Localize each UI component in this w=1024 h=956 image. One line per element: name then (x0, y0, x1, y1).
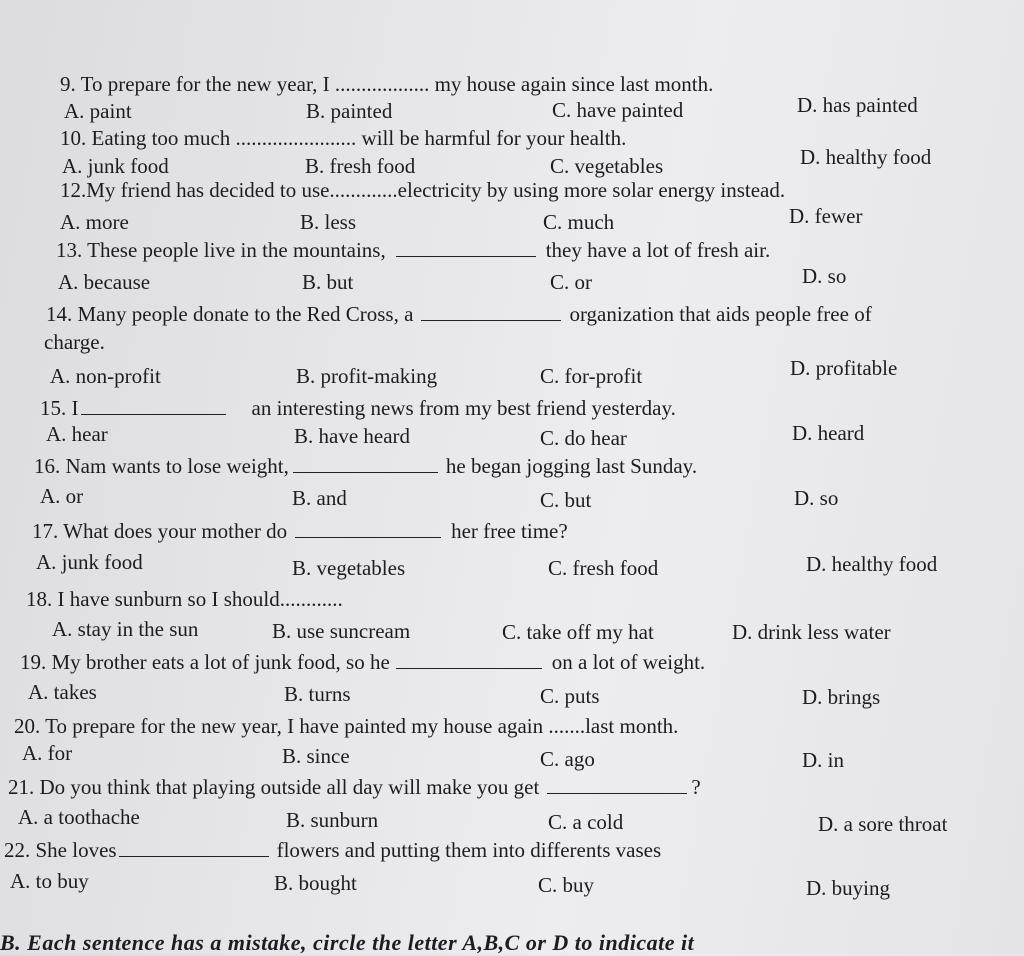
question-10-option-c: C. vegetables (550, 154, 664, 178)
question-22-blank (119, 856, 269, 857)
question-20-option-a: A. for (22, 741, 73, 765)
question-19-option-d: D. brings (802, 685, 881, 709)
question-18-option-c: C. take off my hat (502, 620, 654, 644)
question-22-stem-part2: flowers and putting them into differents vases (276, 838, 662, 862)
question-22-option-c: C. buy (538, 873, 595, 897)
question-15-blank (81, 414, 226, 415)
question-12-option-c: C. much (543, 210, 615, 234)
question-16-option-c: C. but (540, 488, 592, 512)
question-9-option-c: C. have painted (552, 98, 684, 122)
question-21-option-d: D. a sore throat (818, 812, 948, 836)
question-15-option-a: A. hear (46, 422, 108, 446)
question-17-blank (295, 537, 441, 538)
question-16-option-b: B. and (292, 486, 347, 510)
question-13-stem-part2: they have a lot of fresh air. (545, 238, 771, 262)
question-13-option-b: B. but (302, 270, 354, 294)
question-16-stem (34, 454, 697, 478)
question-22-option-d: D. buying (806, 876, 890, 900)
question-18-option-d: D. drink less water (732, 620, 891, 644)
question-14-stem-continued: charge. (44, 330, 105, 354)
question-17-stem-part1: 17. What does your mother do (32, 519, 288, 543)
question-16-stem-part2: he began jogging last Sunday. (445, 454, 698, 478)
question-17-option-b: B. vegetables (292, 556, 406, 580)
question-10-option-d: D. healthy food (800, 145, 932, 169)
question-14-option-a: A. non-profit (50, 364, 161, 388)
question-18-option-a: A. stay in the sun (52, 617, 199, 641)
question-9-option-b: B. painted (306, 99, 393, 123)
question-17-stem-part2: her free time? (451, 519, 568, 543)
question-15-option-b: B. have heard (294, 424, 411, 448)
question-16-blank (293, 472, 438, 473)
question-13-blank (396, 256, 536, 257)
question-14-option-b: B. profit-making (296, 364, 438, 388)
question-20-option-b: B. since (282, 744, 350, 768)
question-10-option-a: A. junk food (62, 154, 169, 178)
question-13-stem (56, 238, 770, 262)
question-18-option-b: B. use suncream (272, 619, 411, 643)
question-10-stem: 10. Eating too much ....................... will be harmful for your health. (60, 126, 627, 150)
question-19-option-c: C. puts (540, 684, 600, 708)
question-22-stem (4, 838, 661, 862)
question-18-stem: 18. I have sunburn so I should............ (26, 587, 343, 611)
question-15-stem-part2: an interesting news from my best friend yesterday. (251, 396, 676, 420)
question-9-option-d: D. has painted (797, 93, 918, 117)
question-21-stem (8, 775, 701, 799)
question-15-stem (40, 396, 676, 420)
question-19-stem-part2: on a lot of weight. (551, 650, 706, 674)
question-21-option-b: B. sunburn (286, 808, 379, 832)
question-10-option-b: B. fresh food (305, 154, 416, 178)
question-16-option-d: D. so (794, 486, 839, 510)
question-15-option-c: C. do hear (540, 426, 627, 450)
section-b-heading: B. Each sentence has a mistake, circle the letter A,B,C or D to indicate it (0, 930, 695, 955)
question-12-option-a: A. more (60, 210, 129, 234)
question-20-stem: 20. To prepare for the new year, I have painted my house again .......last month. (14, 714, 679, 738)
question-14-stem (46, 302, 872, 326)
question-21-option-a: A. a toothache (18, 805, 140, 829)
question-20-option-c: C. ago (540, 747, 595, 771)
question-15-option-d: D. heard (792, 421, 865, 445)
question-14-option-d: D. profitable (790, 356, 898, 380)
question-12-option-b: B. less (300, 210, 357, 234)
question-17-option-c: C. fresh food (548, 556, 659, 580)
question-14-option-c: C. for-profit (540, 364, 643, 388)
question-17-stem (32, 519, 568, 543)
question-12-stem: 12.My friend has decided to use.............electricity by using more solar energy instead. (60, 178, 786, 202)
question-21-option-c: C. a cold (548, 810, 624, 834)
question-9-option-a: A. paint (64, 99, 132, 123)
question-12-option-d: D. fewer (789, 204, 863, 228)
question-20-option-d: D. in (802, 748, 844, 772)
question-13-stem-part1: 13. These people live in the mountains, (56, 238, 386, 262)
question-21-stem-part1: 21. Do you think that playing outside all day will make you get (8, 775, 540, 799)
question-9-stem: 9. To prepare for the new year, I .................. my house again since last month. (60, 72, 714, 96)
question-22-option-a: A. to buy (10, 869, 89, 893)
question-19-blank (396, 668, 542, 669)
question-19-stem-part1: 19. My brother eats a lot of junk food, so he (20, 650, 390, 674)
question-14-stem-part2: organization that aids people free of (569, 302, 872, 326)
question-19-option-b: B. turns (284, 682, 351, 706)
question-17-option-a: A. junk food (36, 550, 143, 574)
question-13-option-a: A. because (58, 270, 151, 294)
question-21-stem-part2: ? (691, 775, 701, 799)
question-15-stem-part1: 15. I (40, 396, 79, 420)
question-14-stem-part1: 14. Many people donate to the Red Cross, a (46, 302, 414, 326)
question-19-stem (20, 650, 705, 674)
question-22-option-b: B. bought (274, 871, 357, 895)
question-22-stem-part1: 22. She loves (4, 838, 117, 862)
question-21-blank (547, 793, 687, 794)
question-16-option-a: A. or (40, 484, 84, 508)
question-13-option-c: C. or (550, 270, 592, 294)
question-16-stem-part1: 16. Nam wants to lose weight, (34, 454, 289, 478)
question-19-option-a: A. takes (28, 680, 97, 704)
question-17-option-d: D. healthy food (806, 552, 938, 576)
question-14-blank (421, 320, 561, 321)
question-13-option-d: D. so (802, 264, 847, 288)
